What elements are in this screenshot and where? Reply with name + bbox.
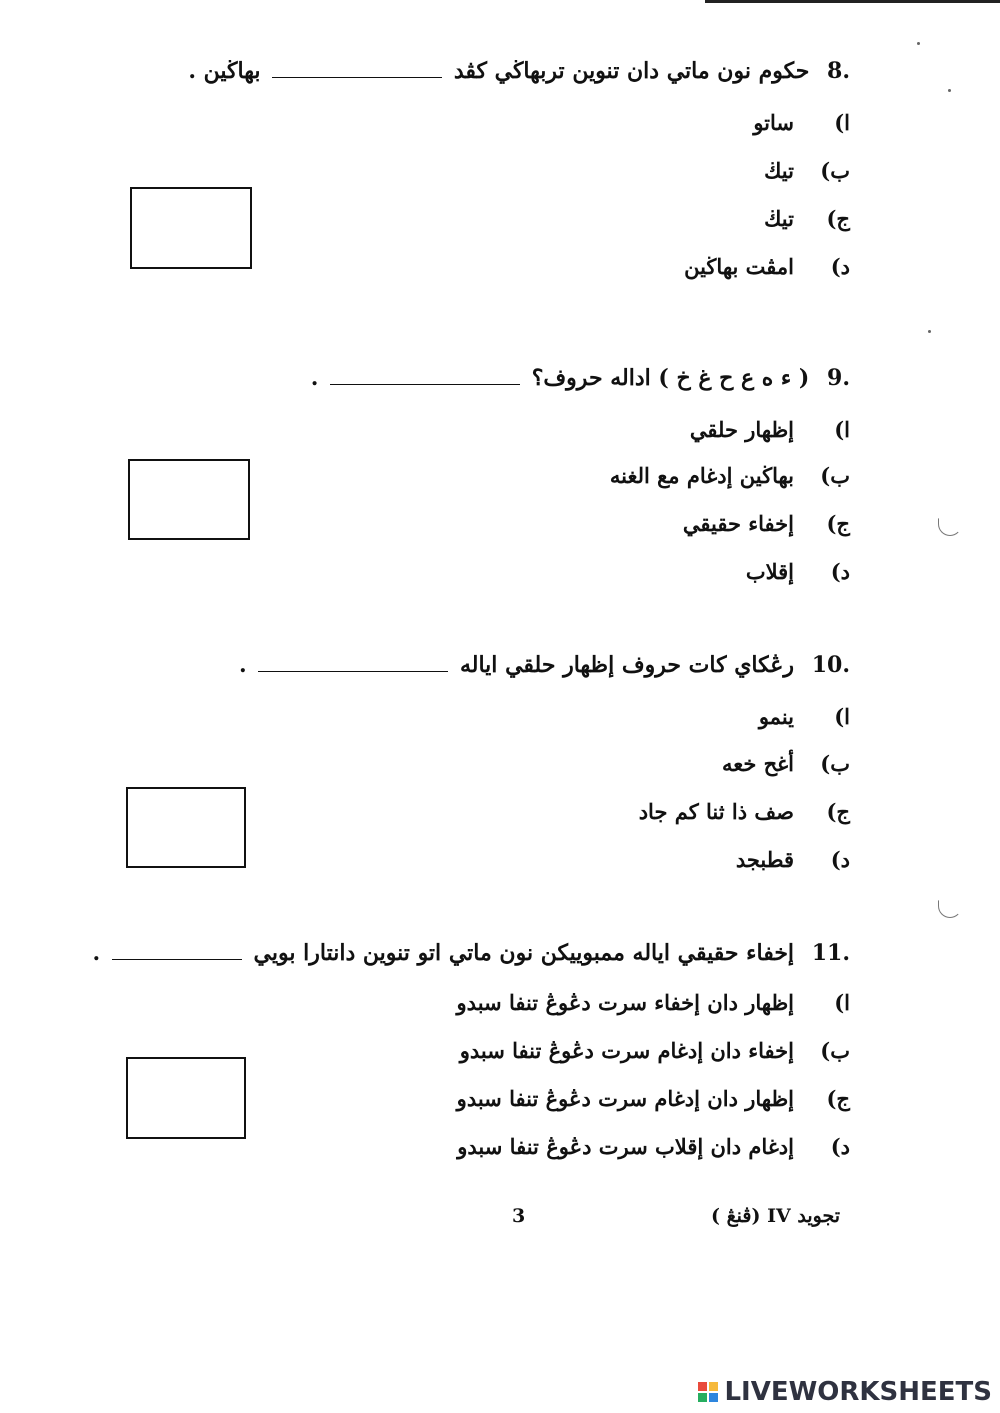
question-10-option-a: ا)ينمو — [758, 704, 850, 729]
question-11-text-after: . — [92, 940, 101, 966]
footer-subject: تجويد IV (ڤنڠ ) — [710, 1205, 840, 1227]
liveworksheets-brand — [698, 1377, 992, 1407]
logo-square — [709, 1382, 718, 1391]
top-border-line — [705, 0, 1000, 3]
question-10-text-after: . — [238, 652, 247, 678]
question-8-prompt — [188, 58, 850, 84]
question-11-prompt — [93, 940, 850, 966]
question-9-option-b: ب)بهاڬين إدغام مع الغنه — [609, 463, 850, 488]
question-11-option-b: ب)إخفاء دان إدغام سرت دڠوڠ تنفا سبدو — [459, 1038, 850, 1063]
logo-square — [698, 1382, 707, 1391]
scan-speck — [948, 89, 951, 92]
question-10-prompt — [239, 652, 850, 678]
question-9-number: 9. — [827, 365, 850, 391]
question-11-answer-box[interactable] — [126, 1057, 246, 1139]
question-11-option-d: د)إدغام دان إقلاب سرت دڠوڠ تنفا سبدو — [457, 1134, 850, 1159]
question-11-blank[interactable] — [112, 943, 242, 960]
question-9-prompt — [311, 365, 850, 391]
question-10-option-c: ج)صف ذا ثنا كم جاد — [638, 799, 850, 824]
page-number: 3 — [512, 1205, 526, 1227]
question-11-option-a: ا)إظهار دان إخفاء سرت دڠوڠ تنفا سبدو — [456, 990, 850, 1015]
question-9-option-c: ج)إخفاء حقيقي — [682, 511, 850, 536]
question-11-option-c: ج)إظهار دان إدغام سرت دڠوڠ تنفا سبدو — [456, 1086, 850, 1111]
question-8-option-d: د)امڤت بهاڬين — [684, 254, 850, 279]
question-11-text-before: إخفاء حقيقي اياله ممبوييكن نون ماتي اتو تنوين دانتارا بويي — [253, 940, 795, 966]
question-9-option-a: ا)إظهار حلقي — [689, 417, 850, 442]
question-9-blank[interactable] — [330, 368, 520, 385]
question-9-answer-box[interactable] — [128, 459, 250, 540]
question-8-blank[interactable] — [272, 61, 442, 78]
question-10-answer-box[interactable] — [126, 787, 246, 868]
logo-square — [709, 1393, 718, 1402]
question-10-option-d: د)قطبجد — [735, 847, 850, 872]
scan-speck — [928, 330, 931, 333]
question-10-option-b: ب)أغح خعه — [721, 751, 850, 776]
question-10-number: 10. — [811, 652, 850, 678]
question-9-option-d: د)إقلاب — [745, 559, 850, 584]
question-9-text-after: . — [310, 365, 319, 391]
question-8-number: 8. — [827, 58, 850, 84]
scan-speck — [917, 42, 920, 45]
brand-name: LIVEWORKSHEETS — [724, 1377, 992, 1407]
question-10-blank[interactable] — [258, 655, 448, 672]
logo-square — [698, 1393, 707, 1402]
question-10-text-before: رڠكاي كات حروف إظهار حلقي اياله — [459, 652, 795, 678]
question-8-option-c: ج)تيڬ — [764, 206, 850, 231]
question-8-text-before: حكوم نون ماتي دان تنوين تربهاڬي كڤد — [453, 58, 810, 84]
question-9-text-before: ( ء ه ع ح غ خ ) اداله حروف؟ — [531, 365, 810, 391]
scan-mark — [938, 900, 962, 918]
question-8-answer-box[interactable] — [130, 187, 252, 269]
scan-mark — [938, 518, 962, 536]
question-8-text-after: بهاڬين . — [188, 58, 261, 84]
question-8-option-a: ا)ساتو — [753, 110, 850, 135]
question-11-number: 11. — [811, 940, 850, 966]
question-8-option-b: ب)تيڬ — [764, 158, 850, 183]
liveworksheets-logo-icon — [698, 1382, 718, 1402]
